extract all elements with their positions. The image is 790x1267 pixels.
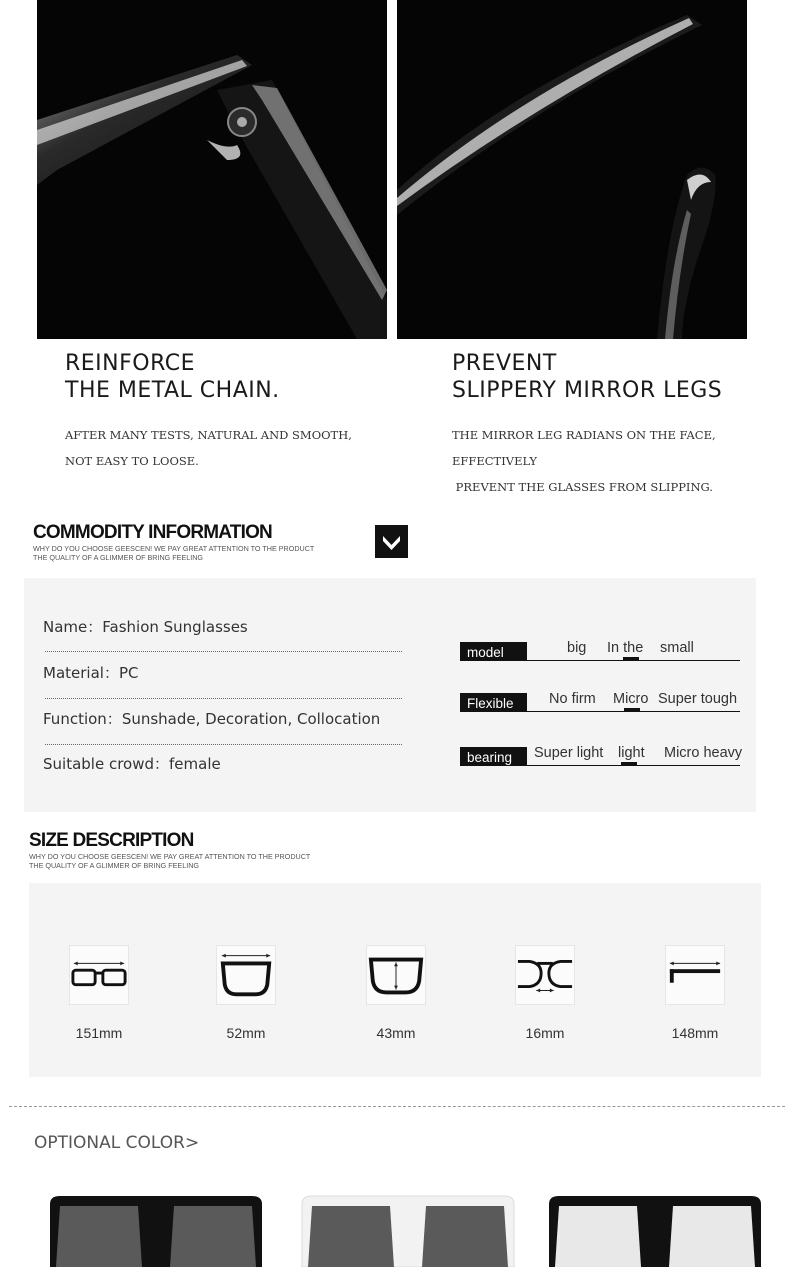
temple-closeup-image	[397, 0, 747, 339]
feature-description-line: AFTER MANY TESTS, NATURAL AND SMOOTH,	[65, 428, 352, 442]
rating-selected-marker	[624, 708, 640, 712]
rating-label: Flexible	[460, 693, 527, 712]
attr-material	[43, 662, 138, 683]
size-heading: SIZE DESCRIPTION	[29, 830, 194, 851]
color-option-black-grey[interactable]	[46, 1190, 266, 1267]
size-value: 52mm	[226, 1025, 266, 1041]
size-description-panel	[29, 883, 761, 1077]
dotted-divider	[45, 744, 402, 745]
feature-title	[65, 350, 352, 404]
hinge-closeup-photo	[37, 0, 387, 339]
temple-closeup-photo	[397, 0, 747, 339]
color-option-black-clear[interactable]	[545, 1190, 765, 1267]
rating-option: Super light	[534, 745, 604, 761]
commodity-heading: COMMODITY INFORMATION	[33, 522, 272, 543]
feature-title-line: THE METAL CHAIN.	[65, 378, 280, 403]
sunglasses-white-grey-icon	[298, 1190, 518, 1267]
commodity-section-header	[33, 522, 314, 562]
feature-description	[65, 422, 352, 474]
attr-function	[43, 708, 380, 729]
dotted-divider	[45, 651, 402, 652]
rating-option: No firm	[549, 691, 596, 707]
rating-option-selected: In the	[607, 640, 644, 656]
attr-name	[43, 616, 248, 637]
rating-option: Super tough	[658, 691, 738, 707]
dotted-divider	[45, 698, 402, 699]
rating-model	[460, 637, 740, 661]
size-item-lens-height	[346, 945, 446, 1041]
rating-flexible	[460, 688, 740, 712]
attr-key: Function：	[43, 710, 122, 728]
feature-description-line: NOT EASY TO LOOSE.	[65, 454, 199, 468]
size-item-bridge-width	[495, 945, 595, 1041]
feature-reinforce-chain	[65, 350, 352, 474]
dashed-divider	[9, 1106, 785, 1107]
commodity-info-panel	[24, 578, 756, 812]
size-item-lens-width	[196, 945, 296, 1041]
rating-option-selected: light	[618, 745, 645, 761]
feature-description-line: PREVENT THE GLASSES FROM SLIPPING.	[455, 480, 713, 494]
size-item-frame-width	[49, 945, 149, 1041]
color-option-white-grey[interactable]	[298, 1190, 518, 1267]
subheading-line: THE QUALITY OF A GLIMMER OF BRING FEELING	[33, 553, 203, 562]
attr-suitable-crowd	[43, 753, 221, 774]
commodity-subheading	[33, 544, 314, 562]
subheading-line: WHY DO YOU CHOOSE GEESCEN! WE PAY GREAT ATTENTION TO THE PRODUCT	[29, 852, 311, 861]
hinge-closeup-image	[37, 0, 387, 339]
bridge-width-icon	[515, 945, 575, 1005]
size-value: 16mm	[525, 1025, 565, 1041]
chevron-down-glyph	[375, 525, 408, 558]
rating-option: big	[567, 640, 587, 656]
size-value: 148mm	[671, 1025, 719, 1041]
feature-title-line: PREVENT	[452, 351, 557, 376]
size-subheading	[29, 852, 310, 870]
rating-label: bearing	[460, 747, 527, 766]
chevron-down-icon[interactable]	[375, 525, 408, 558]
rating-option: small	[660, 640, 694, 656]
lens-width-icon	[216, 945, 276, 1005]
feature-description	[452, 422, 790, 500]
feature-description-line: THE MIRROR LEG RADIANS ON THE FACE, EFFECTIVELY	[452, 428, 716, 468]
attr-key: Name：	[43, 618, 103, 636]
temple-length-icon	[665, 945, 725, 1005]
rating-option: Micro heavy	[664, 745, 743, 761]
subheading-line: THE QUALITY OF A GLIMMER OF BRING FEELING	[29, 861, 199, 870]
rating-bearing	[460, 742, 743, 766]
rating-selected-marker	[621, 762, 637, 766]
lens-height-icon	[366, 945, 426, 1005]
subheading-line: WHY DO YOU CHOOSE GEESCEN! WE PAY GREAT ATTENTION TO THE PRODUCT	[33, 544, 315, 553]
frame-width-icon	[69, 945, 129, 1005]
attr-key: Suitable crowd：	[43, 755, 170, 773]
sunglasses-black-clear-icon	[545, 1190, 765, 1267]
feature-title	[452, 350, 790, 404]
rating-selected-marker	[623, 657, 639, 661]
attr-value: Sunshade, Decoration, Collocation	[121, 710, 381, 728]
rating-label: model	[460, 642, 527, 661]
attr-value: female	[169, 755, 221, 773]
feature-title-line: SLIPPERY MIRROR LEGS	[452, 378, 723, 403]
attr-value: PC	[118, 664, 139, 682]
rating-option-selected: Micro	[613, 691, 649, 707]
attr-key: Material：	[43, 664, 119, 682]
size-value: 151mm	[75, 1025, 123, 1041]
optional-color-title[interactable]: OPTIONAL COLOR>	[34, 1133, 200, 1153]
attr-value: Fashion Sunglasses	[102, 618, 248, 636]
size-value: 43mm	[376, 1025, 416, 1041]
feature-prevent-slipping	[452, 350, 790, 500]
size-item-temple-length	[645, 945, 745, 1041]
sunglasses-black-grey-icon	[46, 1190, 266, 1267]
feature-title-line: REINFORCE	[65, 351, 196, 376]
size-section-header	[29, 830, 310, 870]
